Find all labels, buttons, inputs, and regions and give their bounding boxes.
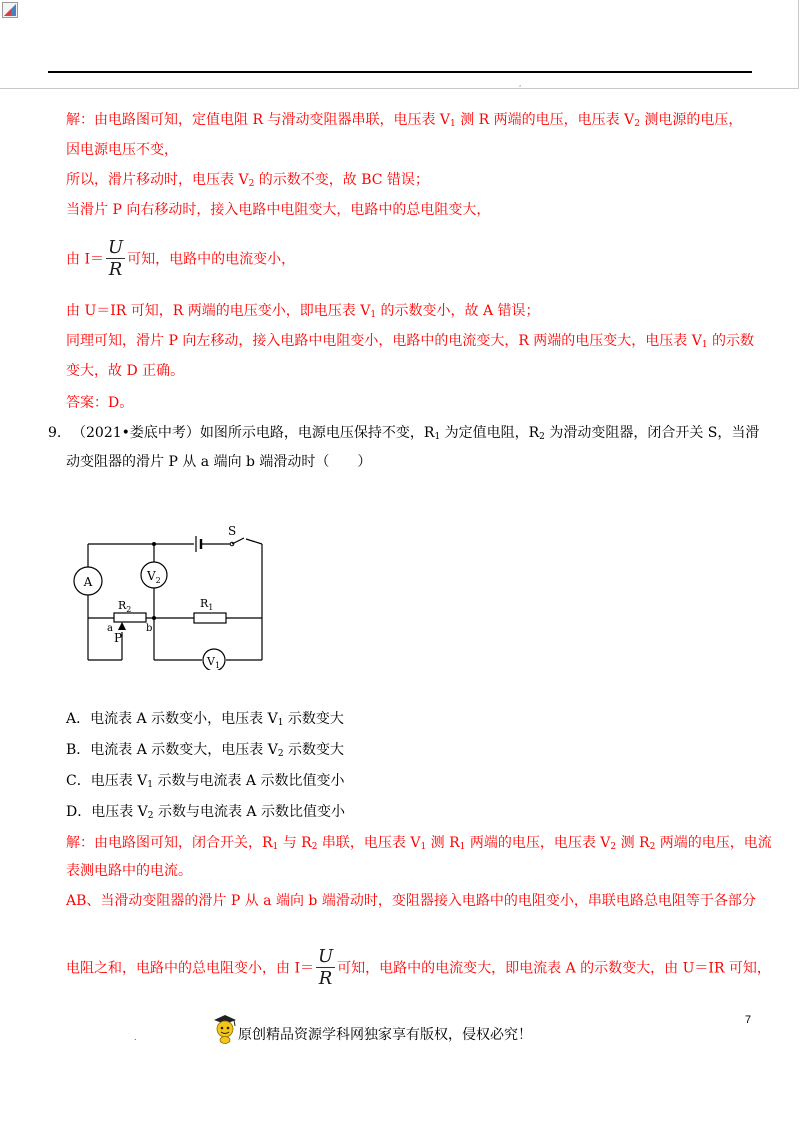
header-mark: , — [519, 80, 522, 88]
solution-line-8: 变大，故 D 正确。 — [66, 363, 185, 379]
solution-line-2: 因电源电压不变， — [66, 142, 178, 158]
option-d: D．电压表 $V_2$ 示数与电流表 A 示数比值变小 — [66, 804, 345, 821]
footer-copyright: 原创精品资源学科网独家享有版权，侵权必究！ — [238, 1027, 532, 1043]
rheostat-r2-symbol — [114, 613, 146, 622]
option-a: A．电流表 A 示数变小，电压表 $V_1$ 示数变大 — [66, 711, 344, 728]
resistor-r1-label: $R_1$ — [200, 597, 214, 612]
circuit-diagram — [66, 520, 276, 670]
switch-symbol — [230, 538, 244, 546]
end-a-label: a — [107, 623, 113, 634]
ohms-law-fraction: $\frac{U}{R}$ — [107, 237, 124, 280]
slider-arrow-icon — [118, 622, 126, 630]
page-number: 7 — [745, 1014, 752, 1026]
solution-line-4: 当滑片 P 向右移动时，接入电路中电阻变大，电路中的总电阻变大， — [66, 202, 491, 218]
switch-label: S — [228, 524, 237, 538]
slider-label: P — [114, 631, 123, 645]
broken-image-icon — [2, 2, 18, 18]
solution-line-5: 由 I＝ $\frac{U}{R}$ 可知，电路中的电流变小， — [66, 237, 296, 280]
solution-line-6: 由 U＝IR 可知，R 两端的电压变小，即电压表 $V_1$ 的示数变小，故 A 错误； — [66, 303, 540, 320]
question-number: 9. — [48, 425, 62, 441]
solution-line-7: 同理可知，滑片 P 向左移动，接入电路中电阻变小，电路中的电流变大，R 两端的电压变大，电压表 $V_1$ 的示数 — [66, 333, 755, 350]
resistor-r1-symbol — [194, 613, 226, 623]
header-rule — [48, 71, 752, 73]
question-line-2: 动变阻器的滑片 P 从 a 端向 b 端滑动时（ ） — [66, 454, 372, 470]
solution-line-3: 所以，滑片移动时，电压表 $V_2$ 的示数不变，故 BC 错误； — [66, 172, 429, 189]
question-line-1: （2021•娄底中考）如图所示电路，电源电压保持不变，$R_1$ 为定值电阻，$R_2$ 为滑动变阻器，闭合开关 S，当滑 — [72, 425, 760, 442]
answer-line-4: 电阻之和，电路中的总电阻变小，由 I＝ $\frac{U}{R}$ 可知，电路中的电流变大，即电流表 A 的示数变大，由 U＝IR 可知， — [66, 946, 771, 989]
mascot-icon — [212, 1014, 238, 1044]
junction-dot — [152, 616, 156, 620]
junction-dot — [152, 542, 156, 546]
voltmeter-v2-label: $V_2$ — [147, 569, 161, 585]
answer-line: 答案：D。 — [66, 395, 134, 411]
option-c: C．电压表 $V_1$ 示数与电流表 A 示数比值变小 — [66, 773, 345, 790]
footer-dot: . — [134, 1033, 137, 1042]
answer-line-1: 解：由电路图可知，闭合开关，$R_1$ 与 $R_2$ 串联，电压表 $V_1$ 测 $R_1$ 两端的电压，电压表 $V_2$ 测 $R_2$ 两端的电压，电流 — [66, 835, 772, 852]
page-header-frame — [0, 0, 799, 89]
end-b-label: b — [146, 623, 153, 634]
solution-line-1: 解：由电路图可知，定值电阻 R 与滑动变阻器串联，电压表 $V_1$ 测 R 两端的电压，电压表 $V_2$ 测电源的电压， — [66, 112, 743, 129]
rheostat-r2-label: $R_2$ — [118, 599, 132, 614]
answer-line-2: 表测电路中的电流。 — [66, 863, 192, 879]
battery-symbol — [196, 536, 201, 552]
voltmeter-v1-label: $V_1$ — [207, 655, 221, 670]
option-b: B．电流表 A 示数变大，电压表 $V_2$ 示数变大 — [66, 742, 345, 759]
answer-line-3: AB、当滑动变阻器的滑片 P 从 a 端向 b 端滑动时，变阻器接入电路中的电阻变小，串联电路总电阻等于各部分 — [66, 893, 756, 909]
ammeter-label: A — [83, 575, 93, 589]
ohms-law-fraction: $\frac{U}{R}$ — [317, 946, 334, 989]
